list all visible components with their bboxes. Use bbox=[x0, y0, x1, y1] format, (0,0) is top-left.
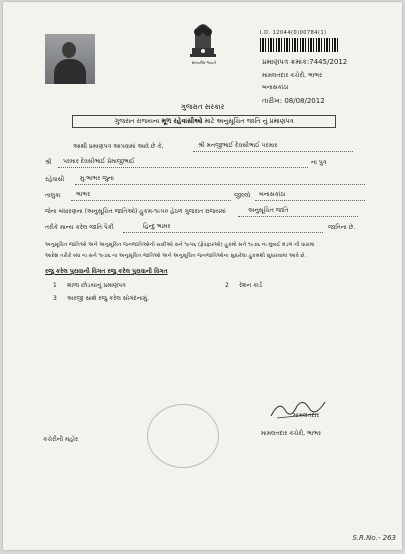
line4-value2: બનાસકાંઠા bbox=[259, 191, 286, 198]
evidence-item-3: અરજી સાથે રજુ કરેલ સોગંદનામું. bbox=[67, 295, 149, 302]
office-seal bbox=[147, 404, 219, 468]
evidence-heading: રજુ કરેલ પુરાવાની વિગત રજુ કરેલ પુરાવાની વિગત bbox=[45, 268, 168, 275]
banner-prefix: ગુજરાત રાજયના bbox=[114, 117, 160, 125]
line2-name: પરમાર દેવસીભાઈ પ્રેમાજીભાઈ bbox=[63, 158, 135, 165]
paragraph-line2: આદેશ તરીકે બંધ ના સને ૧૯૭૬ ના અનુસૂચિત જાતિઓ અને અનુસૂચિત જનજાતિઓના સુધારેલા હુકમથી સુધારવામાં આવે છે. bbox=[45, 253, 307, 259]
office-name: મામલતદાર કચેરી, ભાભર bbox=[262, 72, 323, 79]
office-footer: મામલતદાર કચેરી, ભાભર bbox=[261, 430, 322, 437]
emblem-caption: સત્યમેવ જયતે bbox=[191, 60, 217, 65]
evidence-item-2-num: 2 bbox=[225, 282, 229, 289]
certificate-page bbox=[3, 2, 402, 550]
government-title: ગુજરાત સરકાર bbox=[180, 103, 225, 111]
certificate-number: પ્રમાણપત્ર ક્રમાંક:7445/2012 bbox=[262, 58, 348, 66]
line3-label: રહેવાસી bbox=[45, 176, 65, 183]
line1-prefix: આથી પ્રમાણપત્ર આપવામાં આવે છે કે, bbox=[73, 143, 164, 150]
line6-rule bbox=[123, 232, 323, 233]
line2-rule bbox=[58, 167, 308, 168]
line4-value: ભાભર bbox=[76, 191, 91, 198]
serial-number-handwritten: S.R.No.- 263 bbox=[352, 534, 396, 542]
signatory-title: મામલતદાર bbox=[293, 412, 320, 419]
line3-value: મુ.ભાભર જુના bbox=[80, 175, 114, 182]
line1-name: શ્રી મનજીભાઈ દેવસીભાઈ પરમાર bbox=[198, 142, 278, 149]
evidence-item-1-num: 1 bbox=[53, 282, 57, 289]
line4-rule2 bbox=[255, 200, 365, 201]
line2-suffix: ના પુત્ર bbox=[311, 159, 327, 166]
banner-bold: મૂળ રહેવાસીઓ bbox=[161, 117, 203, 125]
evidence-item-1: શાળા છોડયાનું પ્રમાણપત્ર bbox=[67, 282, 126, 289]
line2-prefix: શ્રી bbox=[45, 159, 52, 166]
photo-head bbox=[62, 42, 76, 58]
paragraph-line1: અનુસૂચિત જાતિઓ અને અનુસૂચિત જનજાતિઓની યાદીઓ સને ૧૯૫૬ (ફેરફારઓ) હુકમો સને ૧૯૭૬ ના મુંબઈ મંડળ ની ધારામાં bbox=[45, 242, 315, 248]
line6-prefix: તરીકે માન્ય કરેલ જાતિ પૈકી bbox=[45, 224, 114, 231]
barcode bbox=[260, 38, 340, 52]
line4-mid: જીલ્લો bbox=[234, 192, 251, 199]
line6-value: હિન્દુ ભામર bbox=[143, 223, 171, 230]
line6-suffix: જાતિના છે. bbox=[328, 224, 356, 231]
issue-date: તારીખ: 08/08/2012 bbox=[262, 97, 325, 105]
line3-rule bbox=[75, 184, 365, 185]
line4-label: તાલુકા bbox=[45, 192, 61, 199]
evidence-item-3-num: 3 bbox=[53, 295, 57, 302]
evidence-item-2: રેશન કાર્ડ bbox=[239, 282, 263, 289]
district-name: બનાસકાંઠા bbox=[262, 84, 289, 91]
line5-value: અનુસૂચિત જાતિ bbox=[248, 207, 289, 214]
line5-text: જેના બંધારણના (અનુસૂચિત જાતિઓ) હુકમ-૧૯૫૦ હેઠળ ગુજરાત રાજયમાં bbox=[45, 208, 226, 215]
barcode-number: I.D. 12044(0)00784(1) bbox=[260, 30, 327, 36]
state-emblem-icon bbox=[186, 20, 220, 58]
line5-rule bbox=[238, 216, 358, 217]
photo-body bbox=[54, 59, 86, 84]
line1-rule bbox=[193, 151, 353, 152]
line4-rule bbox=[71, 200, 231, 201]
certificate-banner bbox=[72, 115, 336, 128]
banner-suffix: માટે અનુસૂચિત જાતિ નું પ્રમાણપત્ર bbox=[204, 117, 294, 125]
applicant-photo bbox=[45, 34, 95, 84]
office-seal-label: કચેરીની મહોર bbox=[43, 436, 79, 443]
